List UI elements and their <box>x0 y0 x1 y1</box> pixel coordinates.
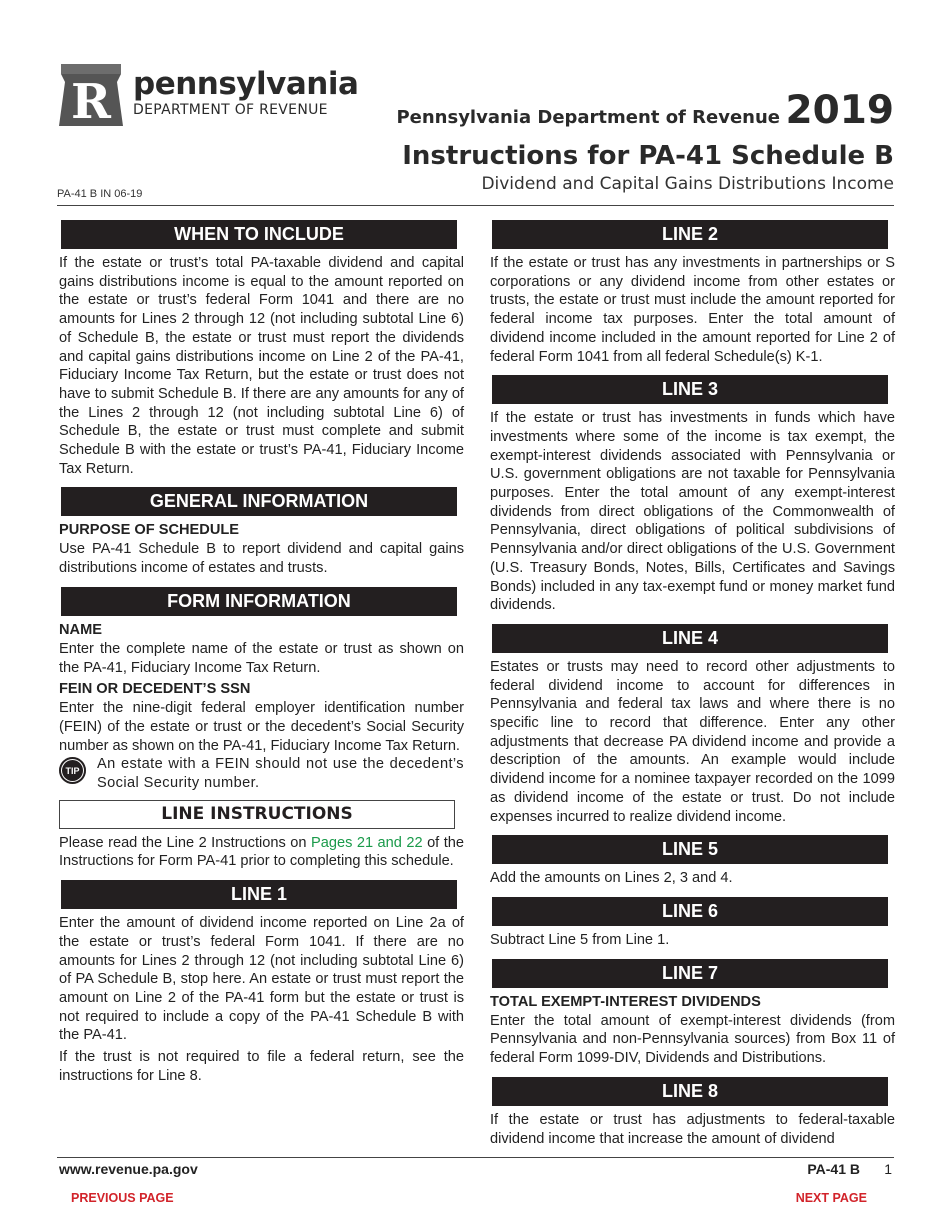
section-heading-line-4: LINE 4 <box>492 624 888 653</box>
line-5-text: Add the amounts on Lines 2, 3 and 4. <box>490 870 733 887</box>
purpose-text: Use PA-41 Schedule B to report dividend and capital gains distributions income of estates and trusts. <box>59 541 464 577</box>
logo-letter: R <box>71 74 111 128</box>
section-heading-line-8: LINE 8 <box>492 1077 888 1106</box>
fein-text: Enter the nine-digit federal employer identification number (FEIN) of the estate or trust or the decedent’s Social Security number as shown on the PA-41, Fiduciary Income Tax Return. <box>59 700 464 754</box>
line-instructions-text <box>59 834 464 871</box>
name-heading: NAME <box>59 621 102 638</box>
section-heading-line-2: LINE 2 <box>492 220 888 249</box>
pages-21-22-link[interactable]: Pages 21 and 22 <box>310 834 423 851</box>
line-8-text: If the estate or trust has adjustments to federal-taxable dividend income that increase the amount of dividend <box>490 1111 895 1147</box>
tip-callout <box>59 755 464 792</box>
line-1-text: Enter the amount of dividend income reported on Line 2a of the estate or trust’s federal Form 1041. If there are no amounts for Lines 2 through 12 (not including subtotal Line 6) of PA Schedule B, stop here. An estate or trust must report the amount on Line 2 of the PA-41 form but the estate or trust is not required to include a copy of the PA-41 Schedule B with the PA-41. <box>59 915 464 1044</box>
line-6-text: Subtract Line 5 from Line 1. <box>490 931 670 948</box>
tip-text: An estate with a FEIN should not use the decedent’s Social Security number. <box>97 756 464 792</box>
section-heading-line-1: LINE 1 <box>61 880 457 909</box>
logo-name: pennsylvania <box>133 66 359 102</box>
header-divider <box>57 205 894 206</box>
next-page-link[interactable]: NEXT PAGE <box>795 1191 867 1205</box>
total-exempt-interest-heading: TOTAL EXEMPT-INTEREST DIVIDENDS <box>490 993 761 1010</box>
section-heading-general-information: GENERAL INFORMATION <box>61 487 457 516</box>
footer-divider <box>57 1157 894 1158</box>
section-heading-form-information: FORM INFORMATION <box>61 587 457 616</box>
name-text: Enter the complete name of the estate or trust as shown on the PA-41, Fiduciary Income Tax Return. <box>59 640 464 676</box>
form-code: PA-41 B IN 06-19 <box>57 188 143 200</box>
line-7-text: Enter the total amount of exempt-interest dividends (from Pennsylvania and non-Pennsylvania sources) from Box 11 of federal Form 1099-DIV, Dividends and Distributions. <box>490 1012 895 1067</box>
page-subtitle: Dividend and Capital Gains Distributions Income <box>481 174 894 194</box>
section-heading-line-6: LINE 6 <box>492 897 888 926</box>
line-instructions-text-start: Please read the Line 2 Instructions on <box>59 834 311 851</box>
section-heading-when-to-include: WHEN TO INCLUDE <box>61 220 457 249</box>
line-2-text: If the estate or trust has any investments in partnerships or S corporations or any dividend income from other estates or trusts, the estate or trust must include the amount reported for federal income tax purposes. Enter the total amount of dividend income included in the amount reported for Line 2 of federal Form 1041 from all federal Schedule(s) K-1. <box>490 255 895 365</box>
page-title: Instructions for PA-41 Schedule B <box>402 141 894 171</box>
website-url: www.revenue.pa.gov <box>59 1161 198 1177</box>
left-column <box>59 220 464 1086</box>
line-3-text: If the estate or trust has investments in funds which have investments where some of the income is tax exempt, the exempt-interest dividends associated with Pennsylvania or U.S. government obligations are not taxable for Pennsylvania purposes. Enter the total amount of any exempt-interest dividends from direct obligations of the Commonwealth of Pennsylvania, direct obligations of political subdivisions of Pennsylvania and/or direct obligations of the U.S. Government (U.S. Treasury Bonds, Notes, Bills, Certificates and Savings Bonds) included in any tax-exempt fund or money market fund dividends. <box>490 410 895 614</box>
line-instructions-text-end: of the Instructions for Form PA-41 prior to completing this schedule. <box>59 834 464 870</box>
right-column <box>490 220 895 1148</box>
fein-heading: FEIN OR DECEDENT’S SSN <box>59 681 251 698</box>
tip-icon: TIP <box>59 757 86 784</box>
purpose-heading: PURPOSE OF SCHEDULE <box>59 522 240 539</box>
page-number: 1 <box>884 1161 892 1177</box>
section-heading-line-3: LINE 3 <box>492 375 888 404</box>
tax-year: 2019 <box>785 88 894 133</box>
logo-wordmark <box>133 68 358 118</box>
keystone-logo-icon <box>57 60 125 128</box>
line-4-text: Estates or trusts may need to record other adjustments to federal dividend income to account for differences in Pennsylvania and federal tax laws and where there is no specific line to record that difference. Enter any other adjustments that decrease PA dividend income and provide a description of the amounts. An example would include dividend income for a nominee taxpayer recorded on the 1099 as dividend income of the estate or trust. Do not include expenses incurred to realize dividend income. <box>490 658 895 825</box>
section-heading-line-instructions: LINE INSTRUCTIONS <box>59 800 455 829</box>
line-1-note: If the trust is not required to file a federal return, see the instructions for Line 8. <box>59 1049 464 1084</box>
section-heading-line-5: LINE 5 <box>492 835 888 864</box>
section-heading-line-7: LINE 7 <box>492 959 888 988</box>
department-name: Pennsylvania Department of Revenue <box>396 107 780 128</box>
logo-subtitle: DEPARTMENT OF REVENUE <box>133 102 328 118</box>
footer-form-name: PA-41 B <box>807 1161 860 1177</box>
when-to-include-text: If the estate or trust’s total PA-taxable dividend and capital gains distributions income is equal to the amount reported on the estate or trust’s federal Form 1041 and there are no amounts for Lines 2 through 12 (not including subtotal Line 6) of Schedule B, the estate or trust must report the dividends and capital gains distributions income on Line 2 of the PA-41, Fiduciary Income Tax Return, but the estate or trust does not have to submit Schedule B. If there are any amounts for any of the Lines 2 through 12 (not including subtotal Line 6) of Schedule B, the estate or trust must complete and submit Schedule B with the estate or trust’s PA-41, Fiduciary Income Tax Return. <box>59 255 464 477</box>
previous-page-link[interactable]: PREVIOUS PAGE <box>71 1191 174 1205</box>
